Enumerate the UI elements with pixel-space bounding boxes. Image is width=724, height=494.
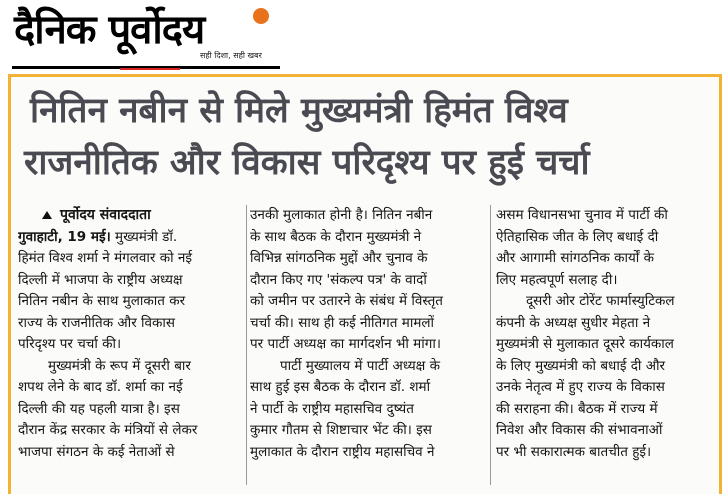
article-column-2 — [250, 205, 482, 463]
article-line: को जमीन पर उतारने के संबंध में विस्तृत — [250, 293, 443, 309]
newspaper-logo: दैनिक पूर्वोदय — [14, 7, 205, 53]
article-column-1 — [18, 205, 244, 463]
article-line: दूसरी ओर टोरेंट फार्मास्युटिकल — [526, 293, 675, 309]
article-line: हिमंत विश्व शर्मा ने मंगलवार को नई — [18, 250, 193, 266]
article-line: कुमार गौतम से शिष्टाचार भेंट की। इस — [250, 422, 432, 438]
article-line: चर्चा की। साथ ही कई नीतिगत मामलों — [250, 314, 435, 331]
article-line: ने पार्टी के राष्ट्रीय महासचिव दुष्यंत — [250, 400, 414, 417]
byline: पूर्वोदय संवाददाता — [18, 205, 244, 227]
masthead-tagline: सही दिशा, सही खबर — [200, 51, 262, 60]
article-line: दौरान किए गए 'संकल्प पत्र' के वादों — [250, 271, 427, 288]
dateline: गुवाहाटी, 19 मई। — [18, 228, 111, 245]
article-line: के लिए मुख्यमंत्री को बधाई दी और — [496, 357, 666, 374]
article-line: मुख्यमंत्री से मुलाकात दूसरे कार्यकाल — [496, 336, 674, 352]
article-line: नितिन नबीन के साथ मुलाकात कर — [18, 293, 186, 309]
article-line: परिदृश्य पर चर्चा की। — [18, 336, 122, 352]
article-line: मुलाकात के दौरान राष्ट्रीय महासचिव ने — [250, 443, 435, 460]
article-line: की सराहना की। बैठक में राज्य में — [496, 400, 658, 417]
article-line: उनके नेतृत्व में हुए राज्य के विकास — [496, 379, 665, 395]
article-line: दौरान केंद्र सरकार के मंत्रियों से लेकर — [18, 422, 198, 438]
article-line: पार्टी मुख्यालय में पार्टी अध्यक्ष के — [280, 357, 441, 374]
article-line: ऐतिहासिक जीत के लिए बधाई दी — [496, 228, 659, 245]
headline-line-2: राजनीतिक और विकास परिदृश्य पर हुई चर्चा — [24, 143, 590, 183]
article-line: के साथ बैठक के दौरान मुख्यमंत्री ने — [250, 228, 422, 245]
masthead-accent-rule — [120, 68, 180, 70]
article-line: उनकी मुलाकात होनी है। नितिन नबीन — [250, 207, 433, 223]
article-line: गुवाहाटी, 19 मई। मुख्यमंत्री डॉ. — [18, 228, 178, 245]
article-column-3 — [496, 205, 716, 463]
article-line: पर भी सकारात्मक बातचीत हुई। — [496, 443, 652, 460]
masthead — [0, 0, 724, 72]
article-line: विभिन्न सांगठनिक मुद्दों और चुनाव के — [250, 250, 428, 266]
article-line: राज्य के राजनीतिक और विकास — [18, 314, 176, 331]
article-line: दिल्ली की यह पहली यात्रा है। इस — [18, 400, 180, 417]
article-line: मुख्यमंत्री के रूप में दूसरी बार — [48, 357, 191, 374]
headline-line-1: नितिन नबीन से मिले मुख्यमंत्री हिमंत विश्व — [30, 91, 568, 131]
article-line: निवेश और विकास की संभावनाओं — [496, 422, 663, 438]
article-line: दिल्ली में भाजपा के राष्ट्रीय अध्यक्ष — [18, 271, 183, 288]
article-line: लिए महत्वपूर्ण सलाह दी। — [496, 271, 618, 288]
article-line: कंपनी के अध्यक्ष सुधीर मेहता ने — [496, 314, 651, 331]
column-divider — [246, 205, 247, 485]
logo-sun-icon — [253, 8, 269, 24]
article-line: साथ हुई इस बैठक के दौरान डॉ. शर्मा — [250, 379, 431, 395]
article-line: पर पार्टी अध्यक्ष का मार्गदर्शन भी मांगा। — [250, 336, 441, 352]
column-divider — [490, 205, 491, 485]
article-line: और आगामी सांगठनिक कार्यों के — [496, 250, 654, 266]
article-line: भाजपा संगठन के कई नेताओं से — [18, 443, 175, 460]
article-line: शपथ लेने के बाद डॉ. शर्मा का नई — [18, 379, 183, 395]
byline-triangle-icon — [42, 211, 52, 219]
article-line: असम विधानसभा चुनाव में पार्टी की — [496, 207, 668, 223]
